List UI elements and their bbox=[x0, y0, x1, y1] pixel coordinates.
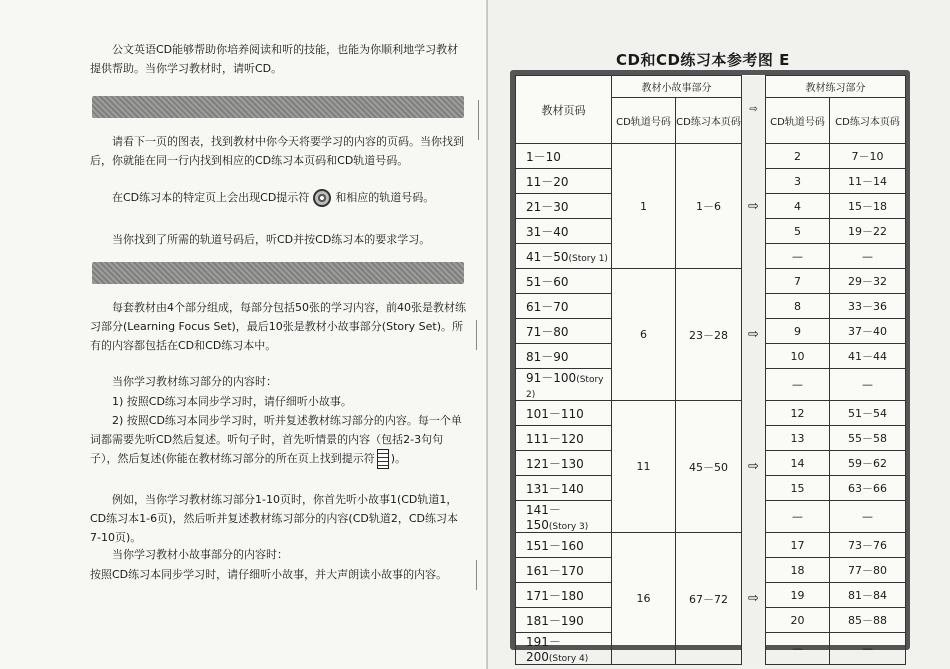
page-range-cell bbox=[516, 194, 612, 219]
practice-track-cell: — bbox=[766, 244, 830, 269]
practice-track-cell: — bbox=[766, 369, 830, 401]
practice-workbook-cell: 37－40 bbox=[830, 319, 906, 344]
story-label: (Story 2) bbox=[526, 375, 604, 400]
practice-track-cell: 3 bbox=[766, 169, 830, 194]
page-range: 161－170 bbox=[526, 563, 584, 578]
structure-paragraph: 每套教材由4个部分组成，每部分包括50张的学习内容，前40张是教材练习部分(Learning Focus Set)，最后10张是教材小故事部分(Story Set)。所有的内容都包括在CD和CD练习本中。 bbox=[90, 301, 466, 352]
page-range: 1－10 bbox=[526, 149, 561, 164]
practice-step-2-text-a: 2) 按照CD练习本同步学习时，听并复述教材练习部分的内容。每一个单词都需要先听CD然后复述。听句子时，首先听情景的内容（包括2-3句句子），然后复述(你能在教材练习部分的所在页上找到提示符 bbox=[90, 414, 462, 465]
practice-workbook-cell: 81－84 bbox=[830, 583, 906, 608]
practice-track-cell: 2 bbox=[766, 144, 830, 169]
practice-track-cell: 18 bbox=[766, 558, 830, 583]
header-story-group: 教材小故事部分 bbox=[612, 76, 742, 98]
practice-workbook-cell: 77－80 bbox=[830, 558, 906, 583]
practice-track-cell: 19 bbox=[766, 583, 830, 608]
story-paragraph: 按照CD练习本同步学习时，请仔细听小故事，并大声朗读小故事的内容。 bbox=[90, 568, 448, 581]
arrow-icon: ⇨ bbox=[742, 144, 766, 269]
page-range: 11－20 bbox=[526, 174, 569, 189]
story-label: (Story 3) bbox=[548, 522, 589, 532]
practice-workbook-cell: 29－32 bbox=[830, 269, 906, 294]
margin-mark bbox=[476, 320, 477, 350]
page-range: 181－190 bbox=[526, 613, 584, 628]
header-arrow: ⇨ bbox=[742, 76, 766, 144]
page-title: CD和CD练习本参考图 E bbox=[616, 51, 790, 69]
story-track-cell: 6 bbox=[612, 269, 676, 401]
practice-track-cell: 15 bbox=[766, 476, 830, 501]
page-range-cell bbox=[516, 319, 612, 344]
page-range: 41－50 bbox=[526, 249, 569, 264]
page-range: 191－200 bbox=[526, 635, 561, 664]
practice-track-cell: — bbox=[766, 633, 830, 665]
margin-mark bbox=[478, 100, 479, 140]
practice-workbook-cell: 41－44 bbox=[830, 344, 906, 369]
practice-workbook-cell: — bbox=[830, 244, 906, 269]
right-page bbox=[488, 0, 950, 669]
page-range-cell bbox=[516, 583, 612, 608]
practice-step-2-text-b: )。 bbox=[390, 452, 407, 465]
story-track-cell: 11 bbox=[612, 401, 676, 533]
cd-prompt-paragraph bbox=[90, 188, 468, 207]
practice-workbook-cell: 85－88 bbox=[830, 608, 906, 633]
story-track-cell: 1 bbox=[612, 144, 676, 269]
page-range-cell bbox=[516, 369, 612, 401]
practice-track-cell: 10 bbox=[766, 344, 830, 369]
page-range-cell bbox=[516, 344, 612, 369]
page-range: 121－130 bbox=[526, 456, 584, 471]
practice-track-cell: 8 bbox=[766, 294, 830, 319]
header-practice-track: CD轨道号码 bbox=[766, 98, 830, 144]
page-range-cell bbox=[516, 608, 612, 633]
table-row bbox=[516, 401, 906, 426]
page-range-cell bbox=[516, 451, 612, 476]
page-range-cell bbox=[516, 294, 612, 319]
repeat-prompt-icon bbox=[377, 449, 389, 469]
arrow-icon: ⇨ bbox=[742, 401, 766, 533]
practice-track-cell: 4 bbox=[766, 194, 830, 219]
page-range: 31－40 bbox=[526, 224, 569, 239]
practice-workbook-cell: 11－14 bbox=[830, 169, 906, 194]
page-range: 61－70 bbox=[526, 299, 569, 314]
table-row bbox=[516, 533, 906, 558]
practice-track-cell: 9 bbox=[766, 319, 830, 344]
practice-workbook-cell: 73－76 bbox=[830, 533, 906, 558]
reference-table-body bbox=[516, 144, 906, 665]
page-range-cell bbox=[516, 501, 612, 533]
page-range-cell bbox=[516, 401, 612, 426]
practice-workbook-cell: 55－58 bbox=[830, 426, 906, 451]
practice-track-cell: 7 bbox=[766, 269, 830, 294]
story-workbook-cell: 23－28 bbox=[676, 269, 742, 401]
header-story-track: CD轨道号码 bbox=[612, 98, 676, 144]
page-range: 101－110 bbox=[526, 406, 584, 421]
page-range-cell bbox=[516, 476, 612, 501]
margin-mark bbox=[476, 560, 477, 590]
table-row bbox=[516, 144, 906, 169]
section-bar-1 bbox=[92, 96, 464, 118]
reference-table-frame bbox=[510, 70, 910, 664]
lookup-paragraph: 请看下一页的图表，找到教材中你今天将要学习的内容的页码。当你找到后，你就能在同一行内找到相应的CD练习本页码和CD轨道号码。 bbox=[90, 135, 464, 167]
page-range-cell bbox=[516, 244, 612, 269]
page-range-cell bbox=[516, 533, 612, 558]
practice-track-cell: 13 bbox=[766, 426, 830, 451]
practice-workbook-cell: 33－36 bbox=[830, 294, 906, 319]
practice-step-2 bbox=[90, 411, 468, 469]
story-workbook-cell: 1－6 bbox=[676, 144, 742, 269]
story-label: (Story 4) bbox=[548, 654, 589, 664]
reference-table bbox=[515, 75, 906, 665]
story-workbook-cell: 67－72 bbox=[676, 533, 742, 665]
section-bar-2 bbox=[92, 262, 464, 284]
practice-workbook-cell: 19－22 bbox=[830, 219, 906, 244]
practice-workbook-cell: 15－18 bbox=[830, 194, 906, 219]
practice-track-cell: 20 bbox=[766, 608, 830, 633]
page-range-cell bbox=[516, 426, 612, 451]
practice-track-cell: 17 bbox=[766, 533, 830, 558]
header-practice-group: 教材练习部分 bbox=[766, 76, 906, 98]
arrow-icon: ⇨ bbox=[742, 533, 766, 665]
page-range: 81－90 bbox=[526, 349, 569, 364]
page-range: 21－30 bbox=[526, 199, 569, 214]
page-range-cell bbox=[516, 269, 612, 294]
page-range: 51－60 bbox=[526, 274, 569, 289]
cd-icon bbox=[313, 189, 331, 207]
practice-step-1: 1) 按照CD练习本同步学习时，请仔细听小故事。 bbox=[112, 395, 352, 408]
practice-workbook-cell: — bbox=[830, 633, 906, 665]
practice-workbook-cell: — bbox=[830, 369, 906, 401]
practice-workbook-cell: 51－54 bbox=[830, 401, 906, 426]
practice-track-cell: 14 bbox=[766, 451, 830, 476]
page-range: 91－100 bbox=[526, 371, 577, 385]
practice-track-cell: — bbox=[766, 501, 830, 533]
practice-workbook-cell: 59－62 bbox=[830, 451, 906, 476]
header-page: 教材页码 bbox=[516, 76, 612, 144]
page-range: 111－120 bbox=[526, 431, 584, 446]
story-workbook-cell: 45－50 bbox=[676, 401, 742, 533]
cd-prompt-text-a: 在CD练习本的特定页上会出现CD提示符 bbox=[112, 191, 310, 204]
example-paragraph: 例如，当你学习教材练习部分1-10页时，你首先听小故事1(CD轨道1，CD练习本1-6页)，然后听并复述教材练习部分的内容(CD轨道2，CD练习本7-10页)。 bbox=[90, 493, 458, 544]
listen-paragraph: 当你找到了所需的轨道号码后，听CD并按CD练习本的要求学习。 bbox=[112, 233, 431, 246]
story-track-cell: 16 bbox=[612, 533, 676, 665]
story-title: 当你学习教材小故事部分的内容时： bbox=[112, 548, 288, 561]
table-row bbox=[516, 269, 906, 294]
practice-workbook-cell: — bbox=[830, 501, 906, 533]
page-range-cell bbox=[516, 219, 612, 244]
header-practice-workbook: CD练习本页码 bbox=[830, 98, 906, 144]
practice-title: 当你学习教材练习部分的内容时： bbox=[112, 375, 277, 388]
page-range: 171－180 bbox=[526, 588, 584, 603]
page-range: 131－140 bbox=[526, 481, 584, 496]
practice-workbook-cell: 7－10 bbox=[830, 144, 906, 169]
page-range: 71－80 bbox=[526, 324, 569, 339]
practice-workbook-cell: 63－66 bbox=[830, 476, 906, 501]
page-range-cell bbox=[516, 558, 612, 583]
page-range-cell bbox=[516, 633, 612, 665]
practice-track-cell: 12 bbox=[766, 401, 830, 426]
story-label: (Story 1) bbox=[568, 253, 608, 264]
header-story-workbook: CD练习本页码 bbox=[676, 98, 742, 144]
page-range: 151－160 bbox=[526, 538, 584, 553]
arrow-icon: ⇨ bbox=[742, 269, 766, 401]
intro-paragraph: 公文英语CD能够帮助你培养阅读和听的技能，也能为你顺利地学习教材提供帮助。当你学习教材时，请听CD。 bbox=[90, 43, 459, 75]
page-range: 141－150 bbox=[526, 503, 561, 532]
page-range-cell bbox=[516, 144, 612, 169]
page-range-cell bbox=[516, 169, 612, 194]
practice-track-cell: 5 bbox=[766, 219, 830, 244]
cd-prompt-text-b: 和相应的轨道号码。 bbox=[335, 191, 435, 204]
